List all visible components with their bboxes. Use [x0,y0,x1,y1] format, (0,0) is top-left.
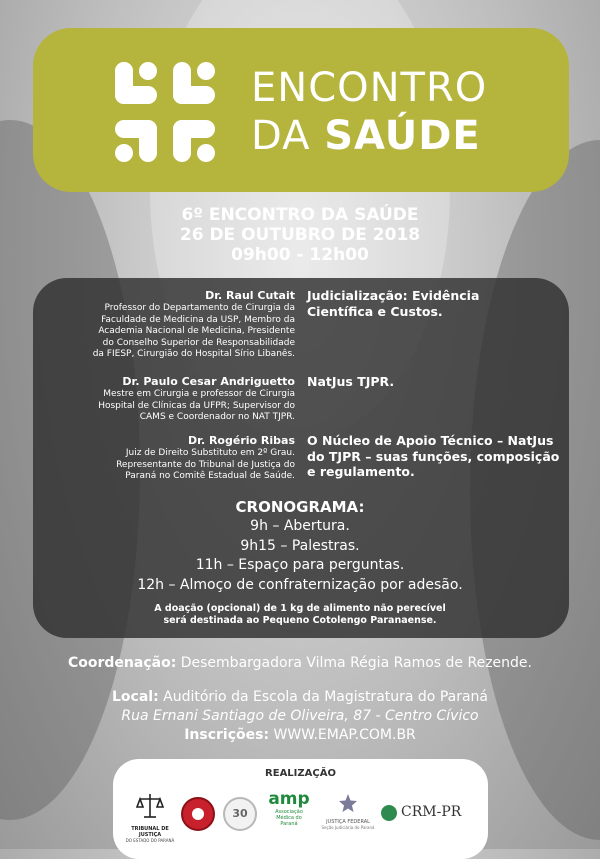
bio-line: Juiz de Direito Substituto em 2º Grau. [125,448,295,458]
donation-line: será destinada ao Pequeno Cotolengo Paranaense. [163,615,437,626]
tj-line2: DO ESTADO DO PARANÁ [125,838,175,843]
schedule-item: 9h15 – Palestras. [240,537,360,554]
tj-line1: TRIBUNAL DE JUSTIÇA [131,826,169,838]
title-line2-prefix: DA [251,113,325,159]
bio-line: Professor do Departamento de Cirurgia da [104,303,295,313]
schedule-item: 9h – Abertura. [250,518,350,534]
sponsors-footer [113,759,488,859]
bio-line: Academia Nacional de Medicina, Presidente [98,326,295,336]
event-info [0,205,600,265]
bio-line: CAMS e Coordenador no NAT TJPR. [139,412,295,422]
title-line2 [251,112,487,160]
red-seal-logo [181,797,215,831]
federal-star-icon [338,793,358,813]
donation-note [0,603,600,627]
jf-line2: Seção Judiciária do Paraná [321,825,375,830]
talk-line: e regulamento. [307,464,415,479]
talk-line: Judicialização: Evidência [307,288,480,303]
crm-wordmark: CRM-PR [401,804,462,820]
bio-line: do Conselho Superior de Responsabilidade [102,337,295,348]
schedule-title: CRONOGRAMA: [235,498,365,516]
schedule-item: 11h – Espaço para perguntas. [195,557,405,573]
speaker-bio [60,303,295,361]
location-label: Local: [111,689,159,705]
schedule-item: 12h – Almoço de confraternização por adesão. [137,576,463,593]
talk-title [307,374,562,390]
talk-line: O Núcleo de Apoio Técnico – NatJus [307,433,554,448]
crm-pr-logo [381,803,481,825]
page-title [251,64,487,160]
header-banner [33,28,569,192]
speaker-name: Dr. Raul Cutait [205,289,295,302]
bio-line: Faculdade de Medicina da USP, Membro da [101,314,295,325]
bio-line: da FIESP, Cirurgião do Hospital Sírio Libanês. [92,349,295,359]
justica-federal-logo [318,793,378,830]
location-address: Rua Ernani Santiago de Oliveira, 87 - Centro Cívico [121,708,479,724]
footer-title: REALIZAÇÃO [265,768,336,779]
talk-line: NatJus TJPR. [307,374,395,389]
tjpr-logo [121,791,179,843]
speaker-bio [60,448,295,483]
speaker-paulo-andriguetto [60,375,295,424]
health-cross-logo-icon [115,62,215,162]
location-value: Auditório da Escola da Magistratura do Paraná [158,689,488,705]
registration-link[interactable]: WWW.EMAP.COM.BR [269,727,416,743]
registration [0,726,600,745]
anniversary-number: 30 [232,807,248,820]
location-block [0,688,600,745]
donation-line: A doação (opcional) de 1 kg de alimento não perecível [154,603,446,614]
amp-line3: Paraná [280,821,298,827]
amp-line2: Médica do [276,815,302,821]
coordination [0,655,600,671]
registration-label: Inscrições: [184,727,270,743]
coordination-value: Desembargadora Vilma Régia Ramos de Rezende. [176,655,532,671]
title-line2-bold: SAÚDE [324,113,481,159]
speaker-rogerio-ribas [60,434,295,483]
location [0,688,600,707]
crm-emblem-icon [381,805,397,821]
bio-line: Hospital de Clínicas da UFPR; Supervisor do [98,400,295,411]
talk-title [307,288,562,319]
jf-line1: JUSTIÇA FEDERAL [326,819,370,825]
event-time: 09h00 - 12h00 [231,245,369,265]
amp-line1: Associação [275,809,303,815]
anniversary-seal-logo [223,797,257,831]
speaker-raul-cutait [60,289,295,361]
talk-title [307,433,562,480]
bio-line: Representante do Tribunal de Justiça do [116,459,295,470]
talk-line: do TJPR – suas funções, composição [307,448,560,464]
event-date: 26 DE OUTUBRO DE 2018 [179,225,421,245]
amp-logo [265,789,313,827]
seal-icon [192,808,204,820]
coordination-label: Coordenação: [67,655,177,671]
bio-line: Paraná no Comitê Estadual de Saúde. [125,471,295,481]
scales-of-justice-icon [135,791,165,821]
schedule [0,497,600,595]
amp-wordmark: amp [268,789,310,809]
title-line1: ENCONTRO [251,65,488,111]
event-edition: 6º ENCONTRO DA SAÚDE [181,205,419,225]
bio-line: Mestre em Cirurgia e professor de Cirurgia [103,389,295,399]
speaker-bio [60,389,295,424]
speaker-name: Dr. Paulo Cesar Andriguetto [122,375,295,388]
talk-line: Científica e Custos. [307,303,443,319]
speaker-name: Dr. Rogério Ribas [187,434,295,447]
